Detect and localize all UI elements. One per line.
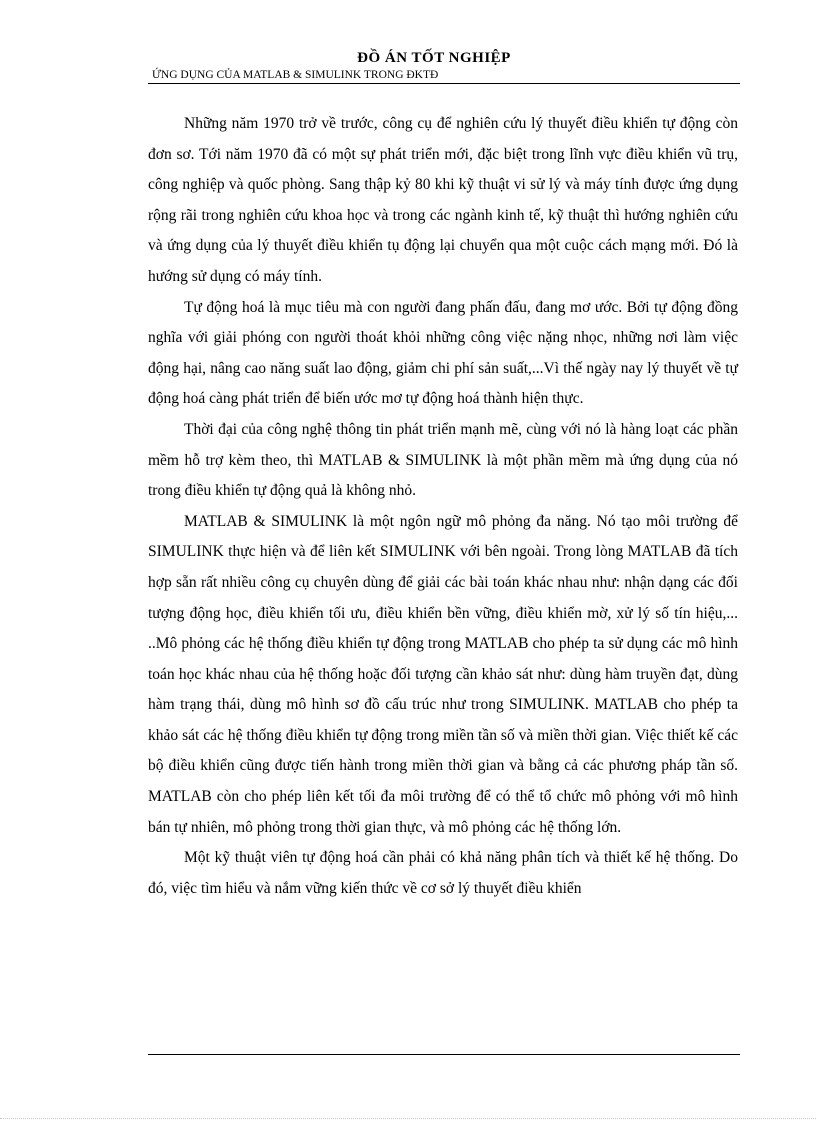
paragraph-4: MATLAB & SIMULINK là một ngôn ngữ mô phỏng đa năng. Nó tạo môi trường để SIMULINK thực hiện và để liên kết SIMULINK với bên ngoài. Trong lòng MATLAB đã tích hợp sẵn rất nhiều công cụ chuyên dùng để giải các bài toán khác nhau như: nhận dạng các đối tượng động học, điều khiển tối ưu, điều khiển bền vững, điều khiển mờ, xử lý số tín hiệu,... ..Mô phỏng các hệ thống điều khiển tự động trong MATLAB cho phép ta sử dụng các mô hình toán học khác nhau của hệ thống hoặc đối tượng cần khảo sát như: dùng hàm truyền đạt, dùng hàm trạng thái, dùng mô hình sơ đồ cấu trúc như trong SIMULINK. MATLAB cho phép ta khảo sát các hệ thống điều khiển tự động trong miền tần số và miền thời gian. Việc thiết kế các bộ điều khiển cũng được tiến hành trong miền thời gian và bằng cả các phương pháp tần số. MATLAB còn cho phép liên kết tối đa môi trường để có thể tổ chức mô phỏng với mô hình bán tự nhiên, mô phỏng trong thời gian thực, và mô phỏng các hệ thống lớn. xyxy=(148,512,738,836)
paragraph-5: Một kỹ thuật viên tự động hoá cần phải có khả năng phân tích và thiết kế hệ thống. Do đó, việc tìm hiểu và nắm vững kiến thức về cơ sở lý thuyết điều khiển xyxy=(148,849,738,897)
document-title: ĐỒ ÁN TỐT NGHIỆP xyxy=(357,50,511,66)
header-divider xyxy=(148,83,740,84)
footer-divider xyxy=(148,1054,740,1055)
paragraph-2: Tự động hoá là mục tiêu mà con người đang phấn đấu, đang mơ ước. Bởi tự động đồng nghĩa với giải phóng con người thoát khỏi những công việc nặng nhọc, những nơi làm việc động hại, nâng cao năng suất lao động, giảm chi phí sản suất,...Vì thế ngày nay lý thuyết về tự động hoá càng phát triển để biến ước mơ tự động hoá thành hiện thực. xyxy=(148,298,738,408)
document-subtitle: ỨNG DỤNG CỦA MATLAB & SIMULINK TRONG ĐKTĐ xyxy=(152,69,439,81)
paragraph-3: Thời đại của công nghệ thông tin phát triển mạnh mẽ, cùng với nó là hàng loạt các phần mềm hỗ trợ kèm theo, thì MATLAB & SIMULINK là một phần mềm mà ứng dụng của nó trong điều khiển tự động quả là không nhỏ. xyxy=(148,420,738,500)
paragraph-1: Những năm 1970 trở về trước, công cụ để nghiên cứu lý thuyết điều khiển tự động còn đơn sơ. Tới năm 1970 đã có một sự phát triển mới, đặc biệt trong lĩnh vực điều khiển vũ trụ, công nghiệp và quốc phòng. Sang thập kỷ 80 khi kỹ thuật vi sử lý và máy tính được ứng dụng rộng rãi trong nghiên cứu khoa học và trong các ngành kinh tế, kỹ thuật thì hướng nghiên cứu và ứng dụng của lý thuyết điều khiển tụ động lại chuyển qua một cuộc cách mạng mới. Đó là hướng sử dụng có máy tính. xyxy=(148,115,738,285)
page-boundary xyxy=(0,1118,816,1119)
page-header xyxy=(148,48,740,84)
document-body xyxy=(148,109,738,904)
